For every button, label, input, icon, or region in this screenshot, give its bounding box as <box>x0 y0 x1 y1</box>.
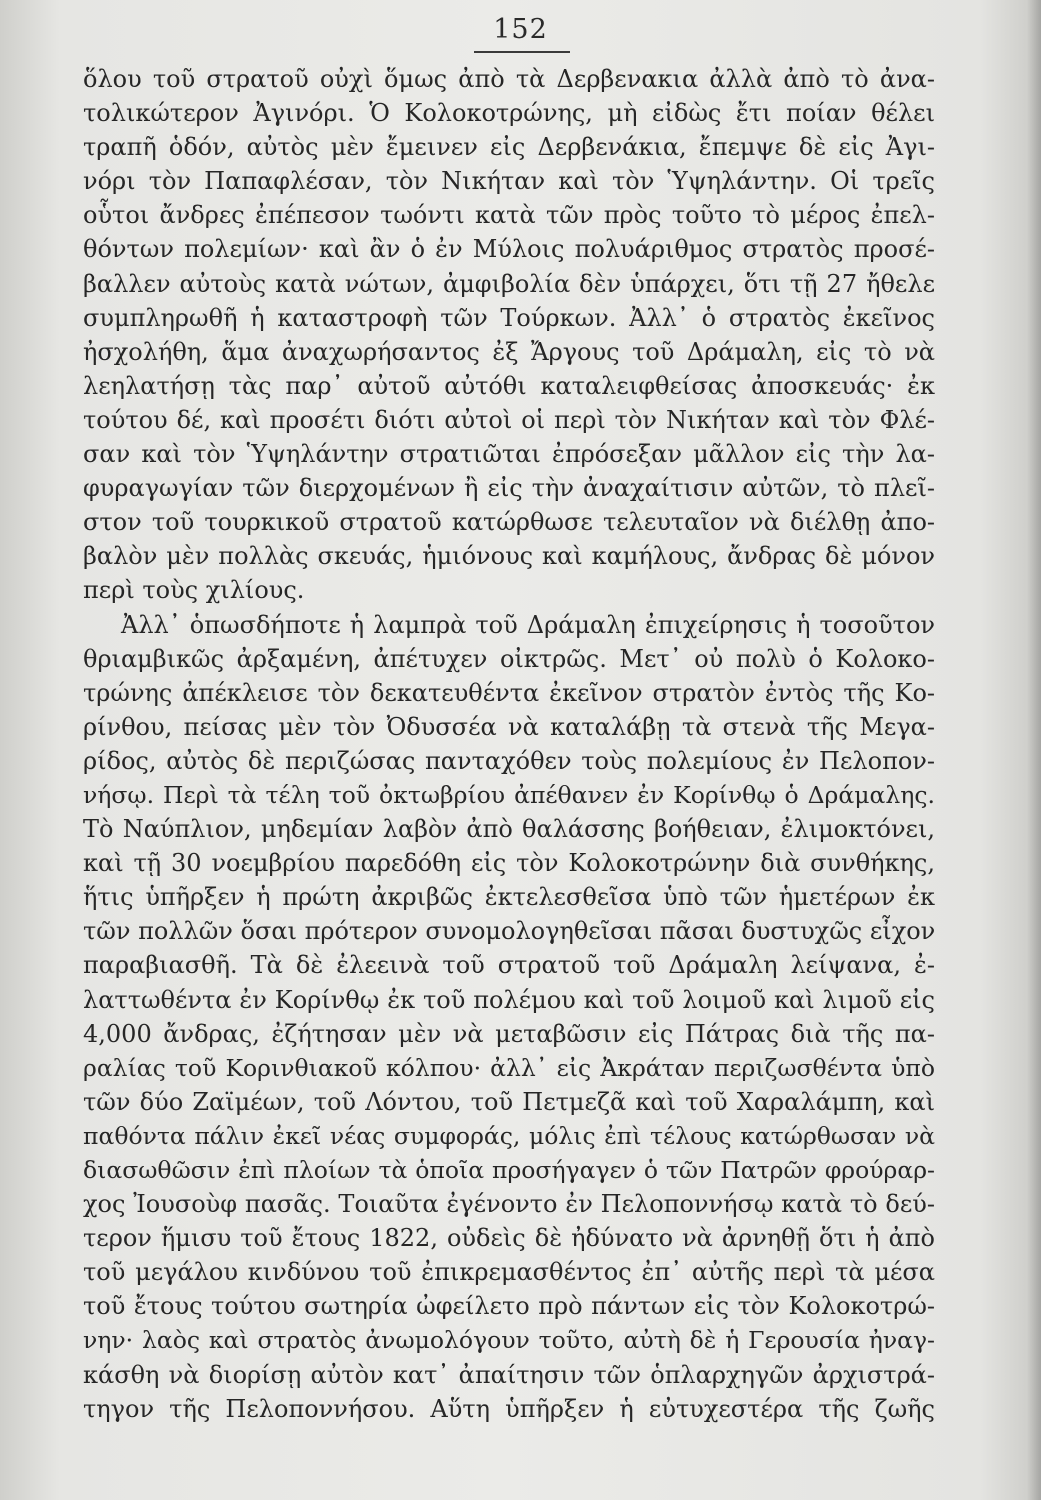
page-number-rule <box>474 51 570 53</box>
text-line: κάσθη νὰ διορίσῃ αὐτὸν κατ᾽ ἀπαίτησιν τῶν ὁπλαρχηγῶν ἀρχιστρά- <box>83 1360 935 1389</box>
text-line: διασωθῶσιν ἐπὶ πλοίων τὰ ὁποῖα προσήγαγεν ὁ τῶν Πατρῶν φρούραρ- <box>83 1156 935 1184</box>
body-text <box>83 62 935 1426</box>
text-line: θόντων πολεμίων· καὶ ἂν ὁ ἐν Μύλοις πολυάριθμος στρατὸς προσέ- <box>83 235 935 264</box>
text-line: περὶ τοὺς χιλίους. <box>83 576 305 605</box>
text-line: ἠσχολήθη, ἅμα ἀναχωρήσαντος ἐξ Ἄργους τοῦ Δράμαλη, εἰς τὸ νὰ <box>83 337 935 366</box>
text-line: τούτου δέ, καὶ προσέτι διότι αὐτοὶ οἱ περὶ τὸν Νικήταν καὶ τὸν Φλέ- <box>83 405 935 434</box>
text-line: βαλὸν μὲν πολλὰς σκευάς, ἡμιόνους καὶ καμήλους, ἄνδρας δὲ μόνον <box>83 542 935 571</box>
text-line: τῶν πολλῶν ὅσαι πρότερον συνομολογηθεῖσαι πᾶσαι δυστυχῶς εἶχον <box>83 917 935 946</box>
text-line: 4,000 ἄνδρας, ἐζήτησαν μὲν νὰ μεταβῶσιν εἰς Πάτρας διὰ τῆς πα- <box>83 1019 935 1048</box>
text-line: τοῦ μεγάλου κινδύνου τοῦ ἐπικρεμασθέντος ἐπ᾽ αὐτῆς περὶ τὰ μέσα <box>83 1258 935 1287</box>
text-line: λεηλατήσῃ τὰς παρ᾽ αὐτοῦ αὐτόθι καταλειφθείσας ἀποσκευάς· ἐκ <box>83 371 935 400</box>
text-line: νην· λαὸς καὶ στρατὸς ἀνωμολόγουν τοῦτο, αὐτὴ δὲ ἡ Γερουσία ἠναγ- <box>83 1326 935 1355</box>
text-line: τραπῆ ὁδόν, αὐτὸς μὲν ἔμεινεν εἰς Δερβενάκια, ἔπεμψε δὲ εἰς Ἀγι- <box>83 133 935 162</box>
text-line: θριαμβικῶς ἀρξαμένη, ἀπέτυχεν οἰκτρῶς. Μετ᾽ οὐ πολὺ ὁ Κολοκο- <box>83 644 935 673</box>
text-line: Ἀλλ᾽ ὁπωσδήποτε ἡ λαμπρὰ τοῦ Δράμαλη ἐπιχείρησις ἡ τοσοῦτον <box>121 610 935 639</box>
text-line: καὶ τῇ 30 νοεμβρίου παρεδόθη εἰς τὸν Κολοκοτρώνην διὰ συνθήκης, <box>83 849 935 878</box>
text-line: τῶν δύο Ζαϊμέων, τοῦ Λόντου, τοῦ Πετμεζᾶ καὶ τοῦ Χαραλάμπη, καὶ <box>83 1087 935 1116</box>
text-line: Τὸ Ναύπλιον, μηδεμίαν λαβὸν ἀπὸ θαλάσσης βοήθειαν, ἐλιμοκτόνει, <box>83 815 935 844</box>
text-line: νήσῳ. Περὶ τὰ τέλη τοῦ ὀκτωβρίου ἀπέθανεν ἐν Κορίνθῳ ὁ Δράμαλης. <box>83 780 935 809</box>
text-line: τολικώτερον Ἀγινόρι. Ὁ Κολοκοτρώνης, μὴ εἰδὼς ἔτι ποίαν θέλει <box>83 99 935 128</box>
text-line: νόρι τὸν Παπαφλέσαν, τὸν Νικήταν καὶ τὸν Ὑψηλάντην. Οἱ τρεῖς <box>83 167 935 196</box>
text-line: ρίδος, αὐτὸς δὲ περιζώσας πανταχόθεν τοὺς πολεμίους ἐν Πελοπον- <box>83 746 935 775</box>
text-line: χος Ἰουσοὺφ πασᾶς. Τοιαῦτα ἐγένοντο ἐν Πελοποννήσῳ κατὰ τὸ δεύ- <box>83 1190 935 1219</box>
text-line: ὅλου τοῦ στρατοῦ οὐχὶ ὅμως ἀπὸ τὰ Δερβενακια ἀλλὰ ἀπὸ τὸ ἀνα- <box>83 65 935 93</box>
text-line: φυραγωγίαν τῶν διερχομένων ἢ εἰς τὴν ἀναχαίτισιν αὐτῶν, τὸ πλεῖ- <box>83 474 935 503</box>
text-line: ρίνθου, πείσας μὲν τὸν Ὀδυσσέα νὰ καταλάβῃ τὰ στενὰ τῆς Μεγα- <box>83 712 935 741</box>
page-edge-shadow <box>1027 0 1041 1500</box>
text-line: ἥτις ὑπῆρξεν ἡ πρώτη ἀκριβῶς ἐκτελεσθεῖσα ὑπὸ τῶν ἡμετέρων ἐκ <box>83 883 935 912</box>
page-number: 152 <box>493 14 548 45</box>
text-line: παθόντα πάλιν ἐκεῖ νέας συμφοράς, μόλις ἐπὶ τέλους κατώρθωσαν νὰ <box>83 1121 935 1150</box>
text-line: τερον ἥμισυ τοῦ ἔτους 1822, οὐδεὶς δὲ ἠδύνατο νὰ ἀρνηθῇ ὅτι ἡ ἀπὸ <box>83 1224 935 1253</box>
text-line: λαττωθέντα ἐν Κορίνθῳ ἐκ τοῦ πολέμου καὶ τοῦ λοιμοῦ καὶ λιμοῦ εἰς <box>83 985 935 1014</box>
text-line: συμπληρωθῆ ἡ καταστροφὴ τῶν Τούρκων. Ἀλλ᾽ ὁ στρατὸς ἐκεῖνος <box>83 303 935 332</box>
text-line: οὗτοι ἄνδρες ἐπέπεσον τωόντι κατὰ τῶν πρὸς τοῦτο τὸ μέρος ἐπελ- <box>83 201 935 230</box>
text-line: τρώνης ἀπέκλεισε τὸν δεκατευθέντα ἐκεῖνον στρατὸν ἐντὸς τῆς Κο- <box>83 678 935 707</box>
text-line: τοῦ ἔτους τούτου σωτηρία ὠφείλετο πρὸ πάντων εἰς τὸν Κολοκοτρώ- <box>83 1292 935 1321</box>
text-line: τηγον τῆς Πελοποννήσου. Αὕτη ὑπῆρξεν ἡ εὐτυχεστέρα τῆς ζωῆς <box>83 1394 935 1423</box>
text-line: βαλλεν αὐτοὺς κατὰ νώτων, ἀμφιβολία δὲν ὑπάρχει, ὅτι τῇ 27 ἤθελε <box>83 269 935 298</box>
text-line: σαν καὶ τὸν Ὑψηλάντην στρατιῶται ἐπρόσεξαν μᾶλλον εἰς τὴν λα- <box>83 440 935 469</box>
text-line: στον τοῦ τουρκικοῦ στρατοῦ κατώρθωσε τελευταῖον νὰ διέλθῃ ἀπο- <box>83 508 935 537</box>
text-line: παραβιασθῆ. Τὰ δὲ ἐλεεινὰ τοῦ στρατοῦ τοῦ Δράμαλη λείψανα, ἐ- <box>83 951 935 980</box>
text-line: ραλίας τοῦ Κορινθιακοῦ κόλπου· ἀλλ᾽ εἰς Ἀκράταν περιζωσθέντα ὑπὸ <box>83 1053 935 1082</box>
